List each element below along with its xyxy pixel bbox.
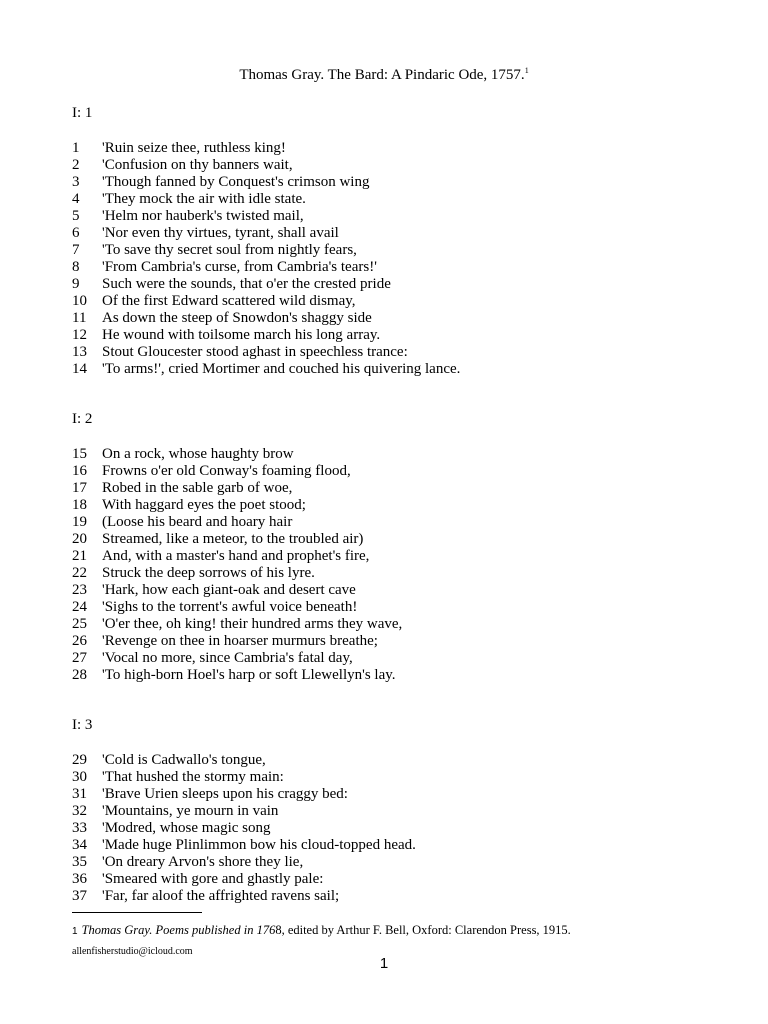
line-number: 20 (72, 531, 87, 547)
poem-line (72, 752, 266, 769)
section-heading: I: 3 (72, 717, 93, 733)
footnote-mark: 1 (72, 926, 78, 937)
poem-line (72, 191, 306, 208)
line-text: 'Ruin seize thee, ruthless king! (102, 140, 286, 156)
line-text: Stout Gloucester stood aghast in speechless trance: (102, 344, 408, 360)
section-heading: I: 2 (72, 411, 93, 427)
line-text: 'Far, far aloof the affrighted ravens sail; (102, 888, 340, 904)
poem-line (72, 208, 304, 225)
poem-line (72, 225, 339, 242)
line-number: 30 (72, 769, 87, 785)
poem-line (72, 361, 460, 378)
line-text: Streamed, like a meteor, to the troubled air) (102, 531, 364, 547)
poem-line (72, 310, 372, 327)
line-number: 2 (72, 157, 80, 173)
line-number: 16 (72, 463, 87, 479)
line-text: As down the steep of Snowdon's shaggy side (102, 310, 372, 326)
line-number: 37 (72, 888, 87, 904)
line-number: 14 (72, 361, 87, 377)
line-text: 'Smeared with gore and ghastly pale: (102, 871, 324, 887)
line-number: 6 (72, 225, 80, 241)
line-text: 'On dreary Arvon's shore they lie, (102, 854, 304, 870)
footnote-divider (72, 912, 202, 913)
line-text: 'Sighs to the torrent's awful voice beneath! (102, 599, 358, 615)
line-number: 33 (72, 820, 87, 836)
line-text: 'Hark, how each giant-oak and desert cave (102, 582, 356, 598)
line-text: 'Revenge on thee in hoarser murmurs breathe; (102, 633, 378, 649)
poem-line (72, 497, 306, 514)
line-number: 29 (72, 752, 87, 768)
poem-line (72, 786, 348, 803)
poem-line (72, 548, 369, 565)
footnote-italic-text: Thomas Gray. Poems published in 176 (81, 923, 276, 937)
poem-line (72, 888, 339, 905)
line-number: 13 (72, 344, 87, 360)
line-text: On a rock, whose haughty brow (102, 446, 294, 462)
footnote-text: 8, edited by Arthur F. Bell, Oxford: Clarendon Press, 1915. (275, 923, 571, 937)
line-text: 'Nor even thy virtues, tyrant, shall avail (102, 225, 339, 241)
line-text: 'That hushed the stormy main: (102, 769, 284, 785)
poem-line (72, 565, 315, 582)
line-text: 'Brave Urien sleeps upon his craggy bed: (102, 786, 348, 802)
poem-line (72, 820, 271, 837)
line-number: 36 (72, 871, 87, 887)
poem-line (72, 157, 293, 174)
line-number: 17 (72, 480, 87, 496)
page-number: 1 (379, 955, 389, 972)
line-number: 21 (72, 548, 87, 564)
line-text: Struck the deep sorrows of his lyre. (102, 565, 315, 581)
line-text: 'Though fanned by Conquest's crimson wing (102, 174, 370, 190)
poem-line (72, 599, 357, 616)
line-text: 'Cold is Cadwallo's tongue, (102, 752, 266, 768)
section-heading: I: 1 (72, 105, 93, 121)
title-text: Thomas Gray. The Bard: A Pindaric Ode, 1757. (239, 67, 525, 83)
line-number: 23 (72, 582, 87, 598)
line-text: Of the first Edward scattered wild dismay, (102, 293, 356, 309)
poem-line (72, 871, 323, 888)
poem-line (72, 803, 278, 820)
line-text: 'Confusion on thy banners wait, (102, 157, 293, 173)
poem-line (72, 769, 284, 786)
poem-line (72, 293, 356, 310)
poem-line (72, 446, 294, 463)
author-email: allenfisherstudio@icloud.com (72, 946, 193, 957)
line-text: 'To arms!', cried Mortimer and couched his quivering lance. (102, 361, 461, 377)
line-text: 'To save thy secret soul from nightly fears, (102, 242, 357, 258)
poem-line (72, 650, 353, 667)
poem-line (72, 854, 303, 871)
line-number: 1 (72, 140, 80, 156)
poem-line (72, 837, 416, 854)
poem-line (72, 242, 357, 259)
poem-line (72, 276, 391, 293)
line-number: 3 (72, 174, 80, 190)
line-number: 5 (72, 208, 80, 224)
poem-line (72, 616, 402, 633)
poem-line (72, 633, 378, 650)
line-number: 26 (72, 633, 87, 649)
poem-line (72, 582, 356, 599)
line-number: 32 (72, 803, 87, 819)
poem-line (72, 344, 408, 361)
poem-line (72, 667, 396, 684)
title-footnote-ref: 1 (524, 66, 529, 75)
line-number: 18 (72, 497, 87, 513)
line-text: 'O'er thee, oh king! their hundred arms they wave, (102, 616, 403, 632)
line-number: 9 (72, 276, 80, 292)
line-text: 'From Cambria's curse, from Cambria's tears!' (102, 259, 377, 275)
line-number: 10 (72, 293, 87, 309)
poem-line (72, 174, 369, 191)
line-number: 19 (72, 514, 87, 530)
line-text: He wound with toilsome march his long array. (102, 327, 381, 343)
line-number: 24 (72, 599, 87, 615)
line-text: 'Made huge Plinlimmon bow his cloud-topped head. (102, 837, 416, 853)
line-text: 'Modred, whose magic song (102, 820, 271, 836)
poem-line (72, 140, 286, 157)
line-text: 'They mock the air with idle state. (102, 191, 306, 207)
line-number: 12 (72, 327, 87, 343)
line-text: 'Helm nor hauberk's twisted mail, (102, 208, 304, 224)
line-number: 27 (72, 650, 87, 666)
line-number: 11 (72, 310, 87, 326)
line-number: 8 (72, 259, 80, 275)
line-text: And, with a master's hand and prophet's fire, (102, 548, 370, 564)
line-number: 22 (72, 565, 87, 581)
line-number: 7 (72, 242, 80, 258)
line-text: 'To high-born Hoel's harp or soft Llewellyn's lay. (102, 667, 396, 683)
line-text: (Loose his beard and hoary hair (102, 514, 293, 530)
poem-line (72, 514, 292, 531)
line-number: 28 (72, 667, 87, 683)
poem-line (72, 259, 377, 276)
line-number: 15 (72, 446, 87, 462)
poem-line (72, 480, 292, 497)
line-text: Frowns o'er old Conway's foaming flood, (102, 463, 351, 479)
poem-line (72, 463, 351, 480)
line-number: 25 (72, 616, 87, 632)
line-text: Robed in the sable garb of woe, (102, 480, 293, 496)
line-text: Such were the sounds, that o'er the crested pride (102, 276, 391, 292)
line-text: With haggard eyes the poet stood; (102, 497, 306, 513)
page-title (0, 66, 768, 84)
line-number: 31 (72, 786, 87, 802)
line-text: 'Vocal no more, since Cambria's fatal day, (102, 650, 353, 666)
footnote (72, 922, 571, 940)
poem-line (72, 327, 380, 344)
line-number: 35 (72, 854, 87, 870)
line-text: 'Mountains, ye mourn in vain (102, 803, 279, 819)
poem-line (72, 531, 363, 548)
line-number: 4 (72, 191, 80, 207)
line-number: 34 (72, 837, 87, 853)
